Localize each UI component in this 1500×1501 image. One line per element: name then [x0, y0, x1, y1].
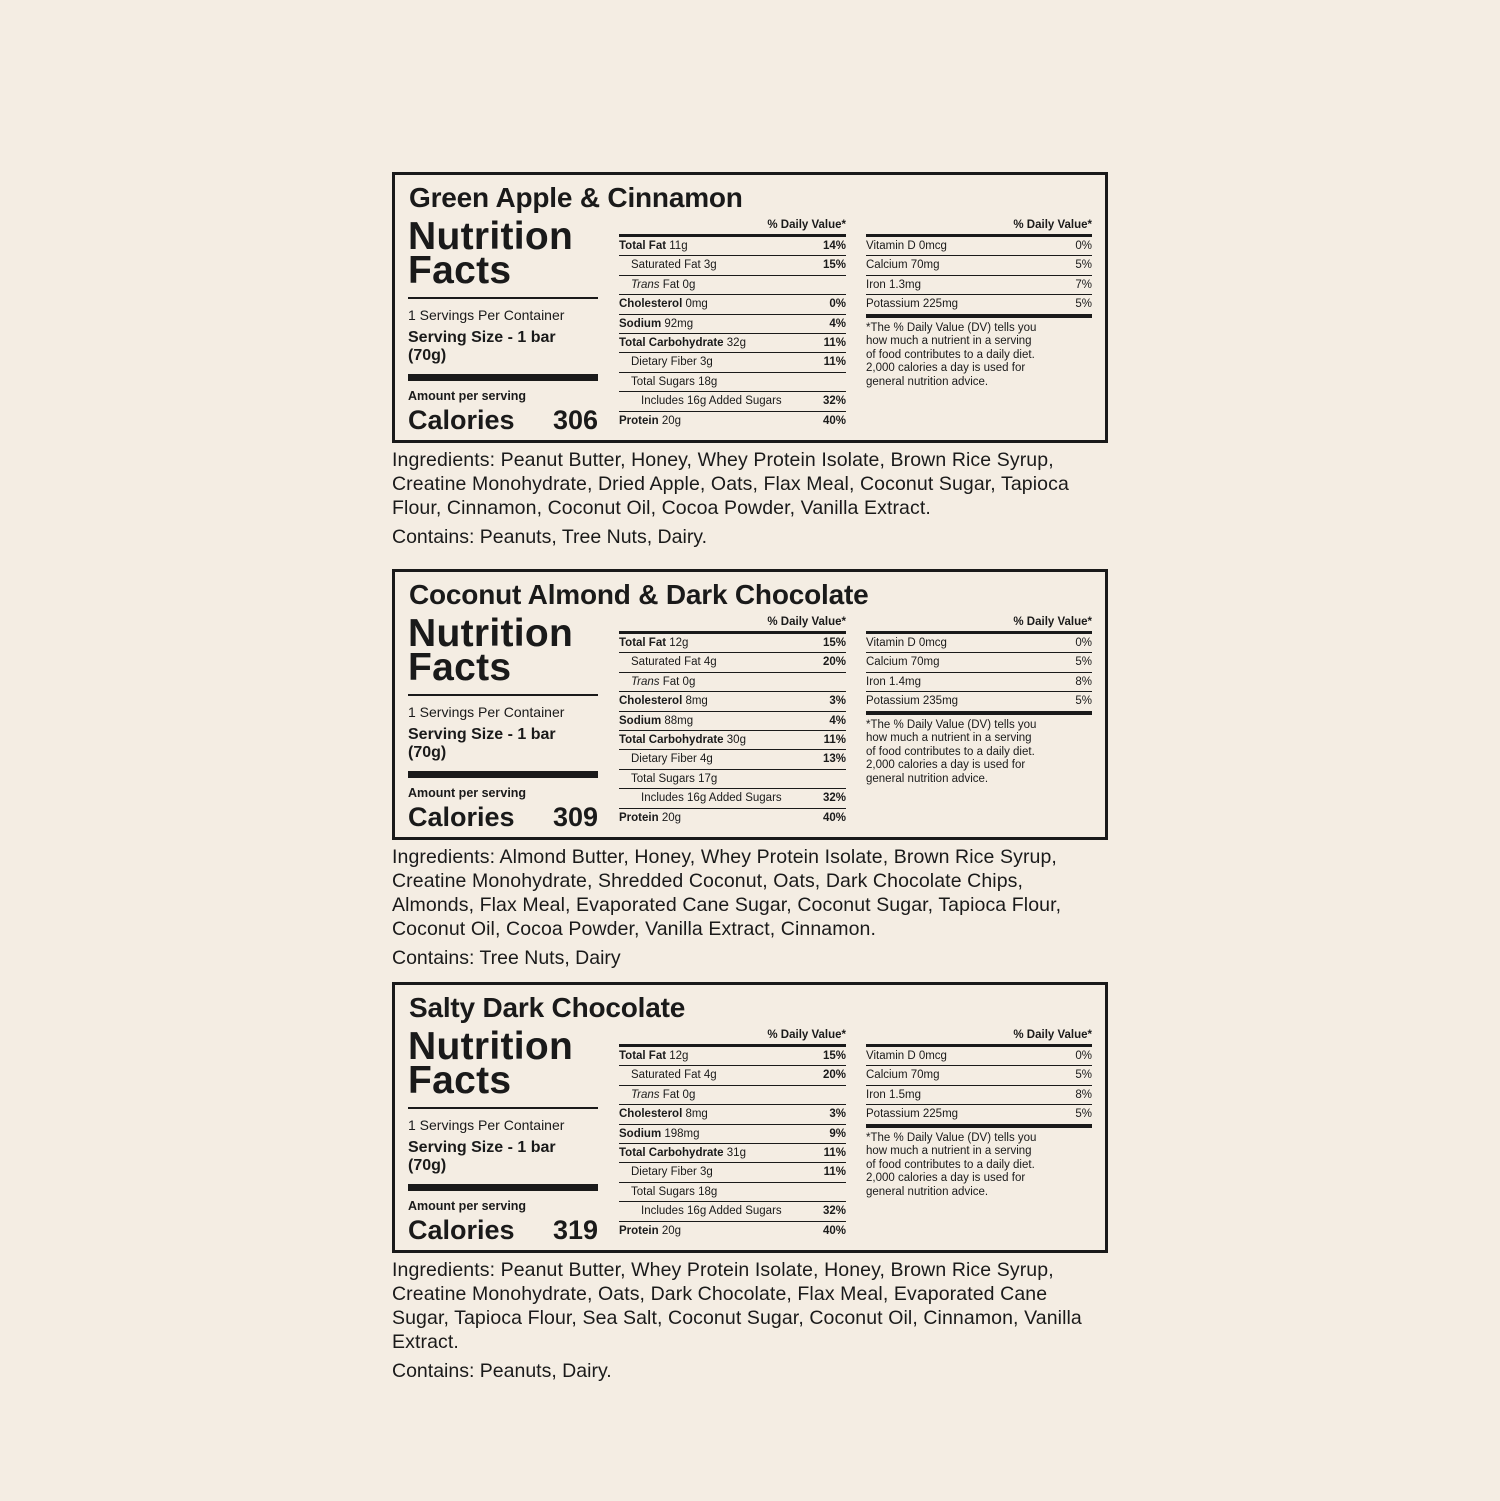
amount-per-serving: Amount per serving	[408, 786, 527, 800]
calories-value: 309	[552, 802, 598, 832]
vitamin-row: Potassium 225mg 5%	[866, 295, 1092, 317]
servings-per-container: 1 Servings Per Container	[408, 704, 565, 720]
ingredients-text: Ingredients: Almond Butter, Honey, Whey Protein Isolate, Brown Rice Syrup, Creatine Monohydrate, Shredded Coconut, Oats, Dark Chocolate Chips, Almonds, Flax Meal, Evaporated Cane Sugar, Coconut Sugar, Tapioca Flour, Coconut Oil, Cocoa Powder, Vanilla Extract, Cinnamon.	[392, 846, 1062, 940]
nutrient-row: Sodium 88mg 4%	[619, 712, 846, 731]
calories-label: Calories	[408, 802, 515, 832]
nutrient-row: Saturated Fat 4g 20%	[619, 653, 846, 672]
nutrient-row: Cholesterol 8mg 3%	[619, 1105, 846, 1124]
nutrient-row: Total Fat 12g 15%	[619, 634, 846, 653]
vitamin-row: Iron 1.4mg 8%	[866, 673, 1092, 692]
calories-row	[408, 405, 598, 436]
serving-size: Serving Size - 1 bar (70g)	[408, 726, 556, 761]
thick-divider	[408, 771, 598, 778]
dv-footnote: *The % Daily Value (DV) tells you how much a nutrient in a serving of food contributes to a daily diet. 2,000 calories a day is used for general nutrition advice.	[866, 321, 1037, 388]
vitamin-row: Iron 1.5mg 8%	[866, 1086, 1092, 1105]
nutrient-row: Total Sugars 17g	[619, 770, 846, 789]
nutrient-row: Trans Fat 0g	[619, 673, 846, 692]
nutrient-row: Protein 20g 40%	[619, 1224, 846, 1237]
daily-value-header: % Daily Value*	[866, 219, 1092, 237]
nutrition-facts-heading: Nutrition Facts	[408, 612, 574, 689]
nutrient-row: Saturated Fat 4g 20%	[619, 1066, 846, 1085]
nutrients-column	[619, 219, 846, 430]
serving-size: Serving Size - 1 bar (70g)	[408, 329, 556, 364]
thick-divider	[408, 374, 598, 381]
nutrient-row: Total Carbohydrate 32g 11%	[619, 334, 846, 353]
nutrition-label	[392, 172, 1108, 443]
vitamins-column	[866, 616, 1092, 787]
nutrient-row: Includes 16g Added Sugars 32%	[619, 392, 846, 411]
nutrient-row: Sodium 198mg 9%	[619, 1125, 846, 1144]
serving-size: Serving Size - 1 bar (70g)	[408, 1139, 556, 1174]
nutrient-row: Total Fat 11g 14%	[619, 237, 846, 256]
nutrient-row: Trans Fat 0g	[619, 276, 846, 295]
amount-per-serving: Amount per serving	[408, 1199, 527, 1213]
vitamin-row: Vitamin D 0mcg 0%	[866, 634, 1092, 653]
product-section	[392, 172, 1108, 549]
calories-label: Calories	[408, 405, 515, 435]
divider	[408, 1107, 598, 1109]
label-left-panel	[408, 215, 598, 436]
vitamin-row: Potassium 235mg 5%	[866, 692, 1092, 714]
daily-value-header: % Daily Value*	[619, 616, 846, 634]
ingredients-text: Ingredients: Peanut Butter, Whey Protein Isolate, Honey, Brown Rice Syrup, Creatine Monohydrate, Oats, Dark Chocolate, Flax Meal, Evaporated Cane Sugar, Tapioca Flour, Sea Salt, Coconut Sugar, Coconut Oil, Cinnamon, Vanilla Extract.	[392, 1259, 1082, 1353]
nutrients-column	[619, 1029, 846, 1240]
vitamin-row: Calcium 70mg 5%	[866, 653, 1092, 672]
product-section	[392, 569, 1108, 970]
allergens-text: Contains: Peanuts, Dairy.	[392, 1360, 612, 1382]
nutrient-row: Includes 16g Added Sugars 32%	[619, 789, 846, 808]
dv-footnote: *The % Daily Value (DV) tells you how much a nutrient in a serving of food contributes to a daily diet. 2,000 calories a day is used for general nutrition advice.	[866, 1131, 1037, 1198]
vitamin-row: Iron 1.3mg 7%	[866, 276, 1092, 295]
servings-per-container: 1 Servings Per Container	[408, 307, 565, 323]
dv-footnote: *The % Daily Value (DV) tells you how much a nutrient in a serving of food contributes to a daily diet. 2,000 calories a day is used for general nutrition advice.	[866, 718, 1037, 785]
daily-value-header: % Daily Value*	[866, 1029, 1092, 1047]
nutrients-column	[619, 616, 846, 827]
daily-value-header: % Daily Value*	[619, 219, 846, 237]
divider	[408, 297, 598, 299]
nutrition-label	[392, 569, 1108, 840]
label-left-panel	[408, 1025, 598, 1246]
nutrient-row: Total Carbohydrate 30g 11%	[619, 731, 846, 750]
nutrient-row: Includes 16g Added Sugars 32%	[619, 1202, 846, 1221]
vitamin-row: Vitamin D 0mcg 0%	[866, 237, 1092, 256]
vitamin-row: Vitamin D 0mcg 0%	[866, 1047, 1092, 1066]
nutrient-row: Dietary Fiber 3g 11%	[619, 1163, 846, 1182]
nutrition-facts-heading: Nutrition Facts	[408, 215, 574, 292]
calories-row	[408, 1215, 598, 1246]
nutrient-row: Protein 20g 40%	[619, 414, 846, 427]
vitamin-row: Calcium 70mg 5%	[866, 1066, 1092, 1085]
thick-divider	[408, 1184, 598, 1191]
allergens-text: Contains: Peanuts, Tree Nuts, Dairy.	[392, 526, 708, 548]
nutrient-row: Total Sugars 18g	[619, 1183, 846, 1202]
product-title: Salty Dark Chocolate	[409, 992, 686, 1023]
nutrient-row: Total Carbohydrate 31g 11%	[619, 1144, 846, 1163]
ingredients-text: Ingredients: Peanut Butter, Honey, Whey Protein Isolate, Brown Rice Syrup, Creatine Monohydrate, Dried Apple, Oats, Flax Meal, Coconut Sugar, Tapioca Flour, Cinnamon, Coconut Oil, Cocoa Powder, Vanilla Extract.	[392, 449, 1069, 519]
calories-value: 306	[552, 405, 598, 435]
product-section	[392, 982, 1108, 1383]
nutrient-row: Total Sugars 18g	[619, 373, 846, 392]
nutrient-row: Cholesterol 8mg 3%	[619, 692, 846, 711]
amount-per-serving: Amount per serving	[408, 389, 527, 403]
calories-label: Calories	[408, 1215, 515, 1245]
daily-value-header: % Daily Value*	[619, 1029, 846, 1047]
vitamin-row: Calcium 70mg 5%	[866, 256, 1092, 275]
servings-per-container: 1 Servings Per Container	[408, 1117, 565, 1133]
nutrition-label	[392, 982, 1108, 1253]
nutrient-row: Total Fat 12g 15%	[619, 1047, 846, 1066]
daily-value-header: % Daily Value*	[866, 616, 1092, 634]
nutrient-row: Dietary Fiber 4g 13%	[619, 750, 846, 769]
divider	[408, 694, 598, 696]
nutrition-facts-heading: Nutrition Facts	[408, 1025, 574, 1102]
nutrient-row: Trans Fat 0g	[619, 1086, 846, 1105]
vitamins-column	[866, 219, 1092, 390]
nutrient-row: Saturated Fat 3g 15%	[619, 256, 846, 275]
nutrient-row: Sodium 92mg 4%	[619, 315, 846, 334]
allergens-text: Contains: Tree Nuts, Dairy	[392, 947, 621, 969]
nutrient-row: Protein 20g 40%	[619, 811, 846, 824]
nutrient-row: Dietary Fiber 3g 11%	[619, 353, 846, 372]
vitamin-row: Potassium 225mg 5%	[866, 1105, 1092, 1127]
vitamins-column	[866, 1029, 1092, 1200]
label-left-panel	[408, 612, 598, 833]
calories-row	[408, 802, 598, 833]
product-title: Green Apple & Cinnamon	[409, 182, 743, 213]
calories-value: 319	[552, 1215, 598, 1245]
product-title: Coconut Almond & Dark Chocolate	[409, 579, 869, 610]
nutrient-row: Cholesterol 0mg 0%	[619, 295, 846, 314]
